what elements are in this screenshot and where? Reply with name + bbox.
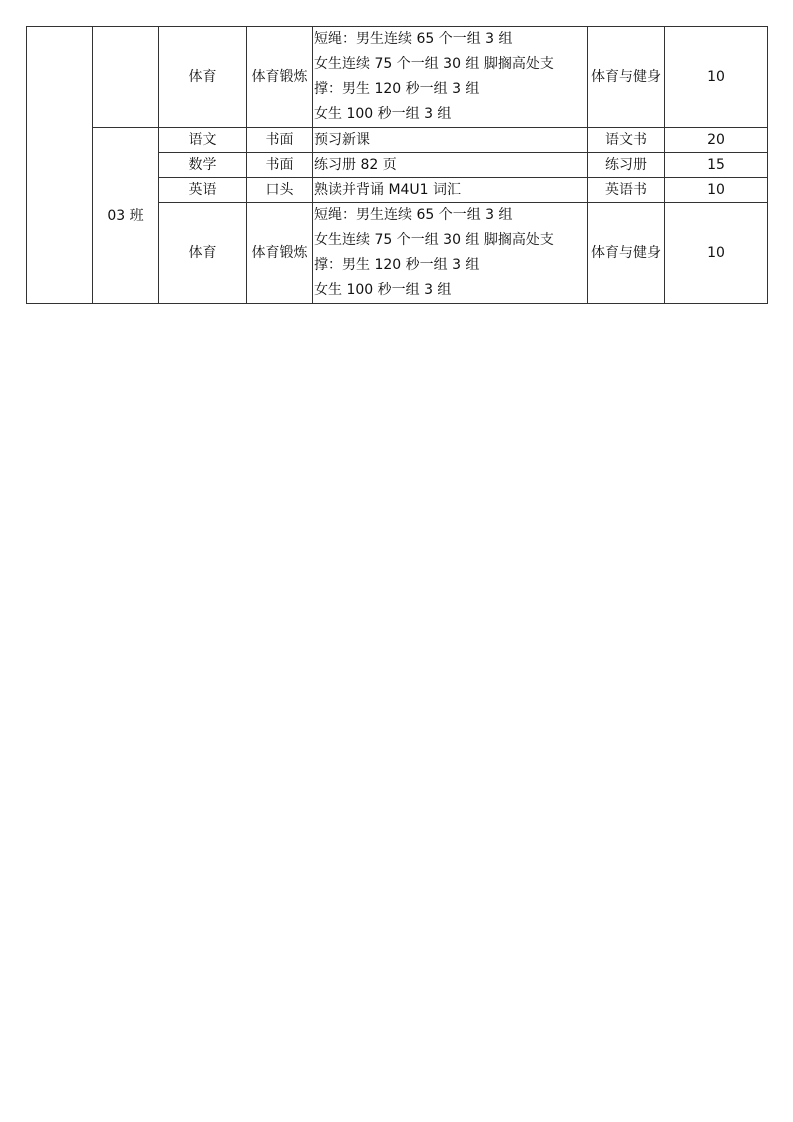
class-name-cell: 03 班 xyxy=(93,128,159,304)
content-line: 短绳：男生连续 65 个一组 3 组 xyxy=(314,207,513,223)
type-cell: 体育锻炼 xyxy=(247,203,313,304)
content-cell: 练习册 82 页 xyxy=(313,153,588,178)
content-line: 撑：男生 120 秒一组 3 组 xyxy=(314,81,480,97)
table-row xyxy=(27,128,768,153)
minutes-cell: 20 xyxy=(665,128,768,153)
content-line: 女生 100 秒一组 3 组 xyxy=(314,106,452,122)
minutes-cell: 10 xyxy=(665,178,768,203)
content-line: 女生连续 75 个一组 30 组 脚搁高处支 xyxy=(314,56,554,72)
type-cell: 书面 xyxy=(247,153,313,178)
class-cell-prev xyxy=(93,27,159,128)
material-cell: 语文书 xyxy=(588,128,665,153)
minutes-cell: 10 xyxy=(665,27,768,128)
grade-cell xyxy=(27,27,93,304)
subject-cell: 英语 xyxy=(159,178,247,203)
content-line: 短绳：男生连续 65 个一组 3 组 xyxy=(314,31,513,47)
minutes-cell: 15 xyxy=(665,153,768,178)
type-cell: 口头 xyxy=(247,178,313,203)
type-cell: 书面 xyxy=(247,128,313,153)
minutes-cell: 10 xyxy=(665,203,768,304)
material-cell: 英语书 xyxy=(588,178,665,203)
material-cell: 练习册 xyxy=(588,153,665,178)
material-cell: 体育与健身 xyxy=(588,27,665,128)
content-line: 撑：男生 120 秒一组 3 组 xyxy=(314,257,480,273)
subject-cell: 体育 xyxy=(159,27,247,128)
content-line: 女生 100 秒一组 3 组 xyxy=(314,282,452,298)
content-line: 女生连续 75 个一组 30 组 脚搁高处支 xyxy=(314,232,554,248)
table-row xyxy=(27,27,768,128)
content-cell: 预习新课 xyxy=(313,128,588,153)
homework-table xyxy=(26,26,768,304)
material-cell: 体育与健身 xyxy=(588,203,665,304)
subject-cell: 语文 xyxy=(159,128,247,153)
subject-cell: 数学 xyxy=(159,153,247,178)
content-cell: 熟读并背诵 M4U1 词汇 xyxy=(313,178,588,203)
type-cell: 体育锻炼 xyxy=(247,27,313,128)
content-cell xyxy=(313,27,588,128)
content-cell xyxy=(313,203,588,304)
subject-cell: 体育 xyxy=(159,203,247,304)
